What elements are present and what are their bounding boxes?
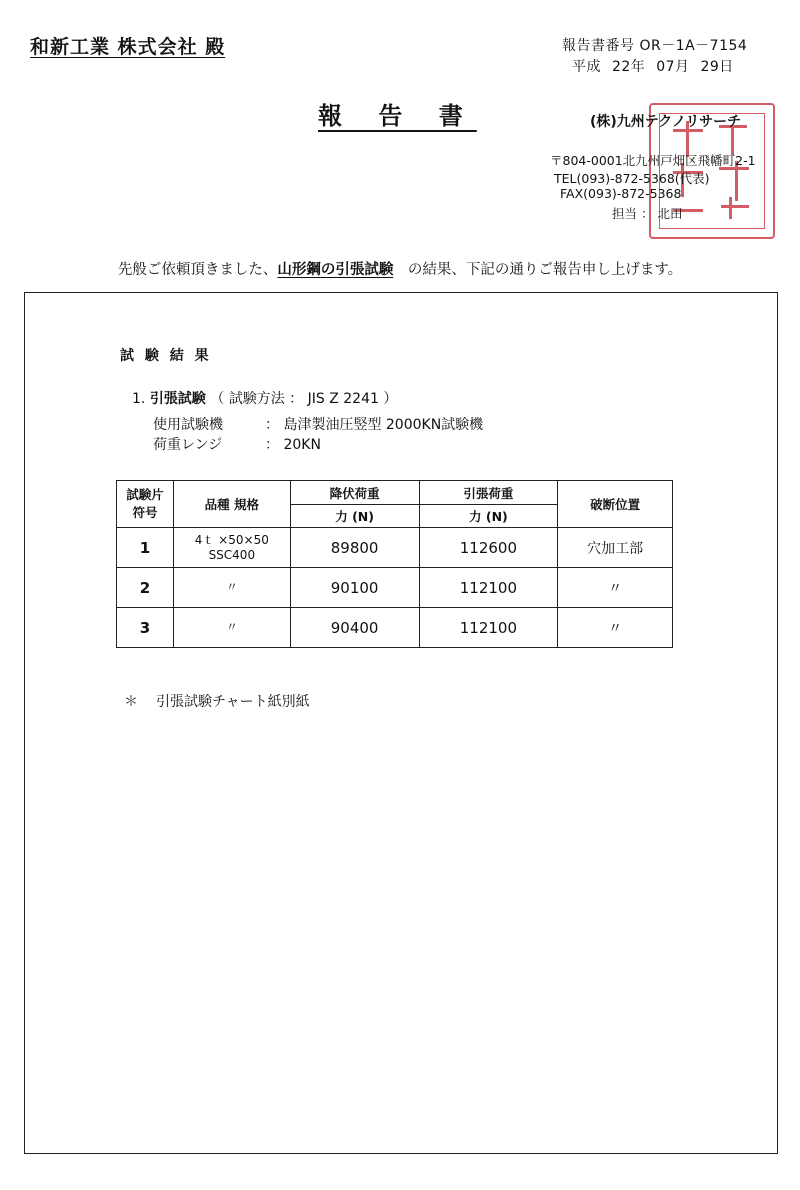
intro-sentence [0,258,800,279]
cell-product-grade: SSC400 [208,547,256,562]
header-specimen-text: 試験片符号 [126,487,164,520]
test-load-range [153,434,321,454]
cell-tensile: 112100 [419,608,558,648]
test-number: 1. [132,391,146,407]
cell-yield: 89800 [290,528,419,568]
cell-yield: 90100 [290,568,419,608]
cell-product-size: 4ｔ ×50×50 [194,532,269,547]
cell-fracture: 〃 [558,568,673,608]
intro-after: の結果、下記の通りご報告申し上げます。 [393,262,683,278]
report-date: 平成 22年 07月 29日 [572,59,734,75]
intro-subject: 山形鋼の引張試験 [277,262,394,278]
results-table [116,480,673,648]
test-method: （ 試験方法 ： JIS Z 2241 ） [210,391,398,407]
header-tensile: 引張荷重 [419,481,558,505]
machine-value: ： 島津製油圧竪型 2000KN試験機 [265,417,484,433]
range-value: ： 20KN [265,437,321,453]
test-heading [132,388,397,408]
cell-tensile: 112600 [419,528,558,568]
test-machine [153,414,483,434]
header-yield: 降伏荷重 [290,481,419,505]
cell-tensile: 112100 [419,568,558,608]
footnote-text: 引張試験チャート紙別紙 [156,694,310,710]
cell-product [173,528,290,568]
header-product: 品種 規格 [173,481,290,528]
cell-product: 〃 [173,608,290,648]
cell-yield: 90400 [290,608,419,648]
table-row [117,568,673,608]
issuer-tel: TEL(093)-872-5368(代表) [554,171,710,186]
header-fracture: 破断位置 [558,481,673,528]
header-tensile-unit: 力 (N) [419,505,558,528]
footnote [124,691,310,711]
machine-label: 使用試験機 [153,417,223,433]
test-name: 引張試験 [149,391,206,407]
cell-product: 〃 [173,568,290,608]
addressee: 和新工業 株式会社 殿 [30,36,226,58]
cell-specimen: 3 [117,608,174,648]
section-title: 試 験 結 果 [120,348,212,364]
issuer-address: 〒804-0001北九州戸畑区飛幡町2-1 [550,153,756,168]
footnote-mark: ＊ [124,694,138,710]
range-label: 荷重レンジ [153,437,223,453]
issuer-company: (株)九州テクノリサーチ [590,114,742,130]
report-number: 報告書番号 OR－1A－7154 [562,38,748,54]
header-specimen [117,481,174,528]
issuer-fax: FAX(093)-872-5368 [560,186,682,201]
cell-specimen: 2 [117,568,174,608]
cell-fracture: 〃 [558,608,673,648]
cell-specimen: 1 [117,528,174,568]
document-title: 報 告 書 [318,102,477,130]
issuer-person: 担当 ： 北田 [612,206,683,221]
table-row [117,608,673,648]
intro-before: 先般ご依頼頂きました、 [117,262,278,278]
table-row [117,528,673,568]
cell-fracture: 穴加工部 [558,528,673,568]
header-yield-unit: 力 (N) [290,505,419,528]
